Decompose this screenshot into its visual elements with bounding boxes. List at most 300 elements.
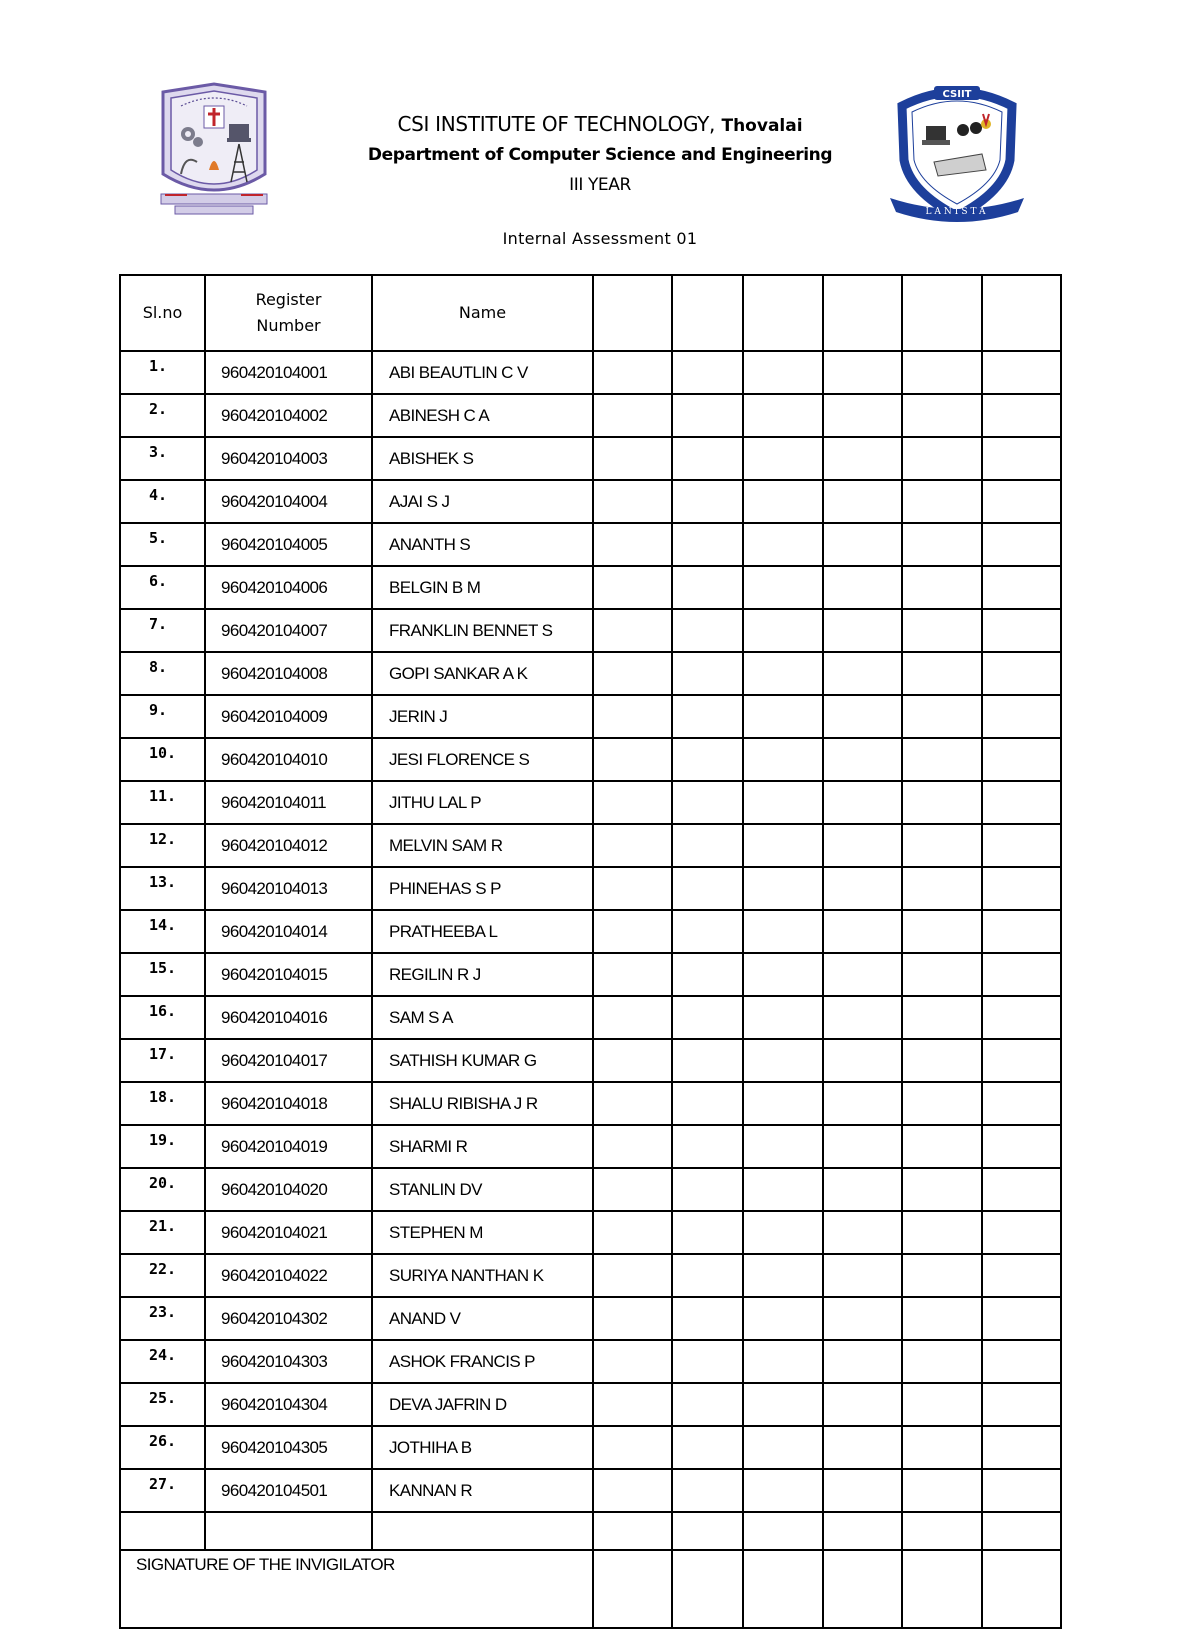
mark-cell xyxy=(593,566,672,609)
crest-banner-bottom: LANISTA xyxy=(925,207,989,217)
mark-cell xyxy=(982,1340,1061,1383)
mark-cell xyxy=(672,996,743,1039)
register-number-cell: 960420104303 xyxy=(205,1340,372,1383)
serial-number-cell: 13. xyxy=(120,867,205,910)
mark-cell xyxy=(982,566,1061,609)
register-number-cell: 960420104017 xyxy=(205,1039,372,1082)
mark-cell xyxy=(823,1297,902,1340)
mark-cell xyxy=(672,910,743,953)
serial-number-cell: 16. xyxy=(120,996,205,1039)
mark-cell xyxy=(902,1254,982,1297)
mark-cell xyxy=(743,523,823,566)
mark-cell xyxy=(902,824,982,867)
table-row xyxy=(120,1340,1061,1383)
mark-cell xyxy=(743,609,823,652)
header-blank xyxy=(982,275,1061,351)
student-name-cell: SHALU RIBISHA J R xyxy=(372,1082,593,1125)
register-number-cell: 960420104302 xyxy=(205,1297,372,1340)
mark-cell xyxy=(902,609,982,652)
mark-cell xyxy=(902,566,982,609)
register-number-cell: 960420104304 xyxy=(205,1383,372,1426)
mark-cell xyxy=(823,1426,902,1469)
mark-cell xyxy=(902,738,982,781)
register-number-cell: 960420104021 xyxy=(205,1211,372,1254)
serial-number-cell: 21. xyxy=(120,1211,205,1254)
empty-cell xyxy=(372,1512,593,1550)
register-number-cell: 960420104008 xyxy=(205,652,372,695)
mark-cell xyxy=(823,867,902,910)
mark-cell xyxy=(823,1082,902,1125)
register-number-cell: 960420104022 xyxy=(205,1254,372,1297)
mark-cell xyxy=(593,695,672,738)
mark-cell xyxy=(982,652,1061,695)
mark-cell xyxy=(982,523,1061,566)
table-row xyxy=(120,1469,1061,1512)
table-row xyxy=(120,1297,1061,1340)
mark-cell xyxy=(672,1426,743,1469)
table-row xyxy=(120,480,1061,523)
student-name-cell: BELGIN B M xyxy=(372,566,593,609)
mark-cell xyxy=(593,480,672,523)
mark-cell xyxy=(982,394,1061,437)
header-blank xyxy=(823,275,902,351)
mark-cell xyxy=(593,867,672,910)
mark-cell xyxy=(982,1469,1061,1512)
student-name-cell: GOPI SANKAR A K xyxy=(372,652,593,695)
mark-cell xyxy=(672,609,743,652)
mark-cell xyxy=(823,1039,902,1082)
institute-name: CSI INSTITUTE OF TECHNOLOGY, xyxy=(397,112,716,136)
mark-cell xyxy=(743,1211,823,1254)
student-name-cell: REGILIN R J xyxy=(372,953,593,996)
mark-cell xyxy=(982,867,1061,910)
mark-cell xyxy=(823,953,902,996)
table-row xyxy=(120,996,1061,1039)
student-name-cell: PHINEHAS S P xyxy=(372,867,593,910)
mark-cell xyxy=(593,523,672,566)
mark-cell xyxy=(982,351,1061,394)
student-name-cell: STEPHEN M xyxy=(372,1211,593,1254)
mark-cell xyxy=(593,1039,672,1082)
register-number-cell: 960420104020 xyxy=(205,1168,372,1211)
table-row xyxy=(120,738,1061,781)
signature-cell xyxy=(902,1550,982,1628)
register-number-cell: 960420104018 xyxy=(205,1082,372,1125)
serial-number-cell: 24. xyxy=(120,1340,205,1383)
mark-cell xyxy=(902,910,982,953)
empty-cell xyxy=(593,1512,672,1550)
mark-cell xyxy=(743,996,823,1039)
mark-cell xyxy=(823,1125,902,1168)
mark-cell xyxy=(743,1340,823,1383)
register-number-cell: 960420104007 xyxy=(205,609,372,652)
table-row xyxy=(120,1254,1061,1297)
mark-cell xyxy=(902,867,982,910)
mark-cell xyxy=(743,953,823,996)
mark-cell xyxy=(672,1340,743,1383)
student-name-cell: PRATHEEBA L xyxy=(372,910,593,953)
student-name-cell: AJAI S J xyxy=(372,480,593,523)
table-row xyxy=(120,824,1061,867)
mark-cell xyxy=(902,996,982,1039)
register-number-cell: 960420104014 xyxy=(205,910,372,953)
mark-cell xyxy=(743,781,823,824)
mark-cell xyxy=(823,609,902,652)
mark-cell xyxy=(593,910,672,953)
serial-number-cell: 15. xyxy=(120,953,205,996)
mark-cell xyxy=(743,1383,823,1426)
department-name: Department of Computer Science and Engineering xyxy=(367,145,833,165)
empty-cell xyxy=(982,1512,1061,1550)
register-number-cell: 960420104010 xyxy=(205,738,372,781)
mark-cell xyxy=(902,523,982,566)
attendance-table xyxy=(119,274,1062,1629)
mark-cell xyxy=(743,1082,823,1125)
table-row xyxy=(120,1082,1061,1125)
mark-cell xyxy=(982,1082,1061,1125)
mark-cell xyxy=(593,1254,672,1297)
serial-number-cell: 9. xyxy=(120,695,205,738)
serial-number-cell: 11. xyxy=(120,781,205,824)
header-slno: Sl.no xyxy=(120,275,205,351)
serial-number-cell: 26. xyxy=(120,1426,205,1469)
mark-cell xyxy=(902,1469,982,1512)
mark-cell xyxy=(672,695,743,738)
year-label: III YEAR xyxy=(569,175,631,195)
mark-cell xyxy=(902,437,982,480)
mark-cell xyxy=(823,996,902,1039)
mark-cell xyxy=(593,351,672,394)
mark-cell xyxy=(823,1211,902,1254)
mark-cell xyxy=(743,910,823,953)
mark-cell xyxy=(823,910,902,953)
mark-cell xyxy=(672,351,743,394)
register-number-cell: 960420104016 xyxy=(205,996,372,1039)
header-register-number: Register Number xyxy=(205,275,372,351)
student-name-cell: SURIYA NANTHAN K xyxy=(372,1254,593,1297)
register-number-cell: 960420104006 xyxy=(205,566,372,609)
mark-cell xyxy=(982,996,1061,1039)
mark-cell xyxy=(743,867,823,910)
mark-cell xyxy=(672,824,743,867)
mark-cell xyxy=(823,1340,902,1383)
mark-cell xyxy=(593,394,672,437)
mark-cell xyxy=(902,1125,982,1168)
student-name-cell: ASHOK FRANCIS P xyxy=(372,1340,593,1383)
header-blank xyxy=(672,275,743,351)
register-number-cell: 960420104005 xyxy=(205,523,372,566)
mark-cell xyxy=(672,953,743,996)
mark-cell xyxy=(743,394,823,437)
mark-cell xyxy=(593,1082,672,1125)
signature-cell xyxy=(743,1550,823,1628)
mark-cell xyxy=(672,1383,743,1426)
mark-cell xyxy=(672,480,743,523)
mark-cell xyxy=(593,1469,672,1512)
mark-cell xyxy=(743,480,823,523)
serial-number-cell: 8. xyxy=(120,652,205,695)
table-row xyxy=(120,695,1061,738)
institute-place: Thovalai xyxy=(721,116,803,136)
mark-cell xyxy=(672,1039,743,1082)
mark-cell xyxy=(902,480,982,523)
signature-row xyxy=(120,1550,1061,1628)
table-row xyxy=(120,1426,1061,1469)
student-name-cell: ABINESH C A xyxy=(372,394,593,437)
crest-banner-top: CSIIT xyxy=(942,89,972,100)
mark-cell xyxy=(982,953,1061,996)
signature-cell xyxy=(982,1550,1061,1628)
mark-cell xyxy=(743,1426,823,1469)
mark-cell xyxy=(902,953,982,996)
serial-number-cell: 18. xyxy=(120,1082,205,1125)
mark-cell xyxy=(743,351,823,394)
student-name-cell: MELVIN SAM R xyxy=(372,824,593,867)
mark-cell xyxy=(902,652,982,695)
mark-cell xyxy=(743,738,823,781)
header-blank xyxy=(593,275,672,351)
student-name-cell: SHARMI R xyxy=(372,1125,593,1168)
mark-cell xyxy=(672,867,743,910)
mark-cell xyxy=(823,394,902,437)
student-name-cell: JOTHIHA B xyxy=(372,1426,593,1469)
mark-cell xyxy=(902,1426,982,1469)
student-name-cell: ABISHEK S xyxy=(372,437,593,480)
mark-cell xyxy=(593,437,672,480)
mark-cell xyxy=(902,1383,982,1426)
empty-cell xyxy=(205,1512,372,1550)
mark-cell xyxy=(743,824,823,867)
table-row xyxy=(120,437,1061,480)
mark-cell xyxy=(593,996,672,1039)
register-number-cell: 960420104305 xyxy=(205,1426,372,1469)
student-name-cell: DEVA JAFRIN D xyxy=(372,1383,593,1426)
empty-cell xyxy=(672,1512,743,1550)
table-row xyxy=(120,609,1061,652)
table-row xyxy=(120,910,1061,953)
table-row xyxy=(120,1383,1061,1426)
mark-cell xyxy=(823,437,902,480)
mark-cell xyxy=(982,1039,1061,1082)
empty-cell xyxy=(120,1512,205,1550)
mark-cell xyxy=(672,566,743,609)
student-name-cell: JITHU LAL P xyxy=(372,781,593,824)
mark-cell xyxy=(593,1125,672,1168)
mark-cell xyxy=(823,781,902,824)
table-row xyxy=(120,1168,1061,1211)
mark-cell xyxy=(743,652,823,695)
signature-cell xyxy=(672,1550,743,1628)
mark-cell xyxy=(593,953,672,996)
serial-number-cell: 25. xyxy=(120,1383,205,1426)
signature-cell xyxy=(823,1550,902,1628)
mark-cell xyxy=(982,437,1061,480)
mark-cell xyxy=(593,1211,672,1254)
empty-row xyxy=(120,1512,1061,1550)
table-row xyxy=(120,351,1061,394)
mark-cell xyxy=(823,824,902,867)
table-header-row xyxy=(120,275,1061,351)
student-name-cell: JERIN J xyxy=(372,695,593,738)
serial-number-cell: 2. xyxy=(120,394,205,437)
mark-cell xyxy=(982,609,1061,652)
mark-cell xyxy=(672,1297,743,1340)
register-number-cell: 960420104002 xyxy=(205,394,372,437)
mark-cell xyxy=(593,1340,672,1383)
mark-cell xyxy=(823,523,902,566)
mark-cell xyxy=(672,394,743,437)
mark-cell xyxy=(593,609,672,652)
register-number-cell: 960420104501 xyxy=(205,1469,372,1512)
mark-cell xyxy=(823,738,902,781)
empty-cell xyxy=(902,1512,982,1550)
mark-cell xyxy=(982,781,1061,824)
mark-cell xyxy=(902,1168,982,1211)
serial-number-cell: 20. xyxy=(120,1168,205,1211)
mark-cell xyxy=(982,480,1061,523)
table-row xyxy=(120,1125,1061,1168)
mark-cell xyxy=(982,1297,1061,1340)
serial-number-cell: 10. xyxy=(120,738,205,781)
mark-cell xyxy=(982,738,1061,781)
institute-title xyxy=(0,112,1200,136)
mark-cell xyxy=(902,394,982,437)
serial-number-cell: 22. xyxy=(120,1254,205,1297)
table-row xyxy=(120,781,1061,824)
mark-cell xyxy=(823,1254,902,1297)
mark-cell xyxy=(982,910,1061,953)
table-row xyxy=(120,1039,1061,1082)
student-name-cell: FRANKLIN BENNET S xyxy=(372,609,593,652)
mark-cell xyxy=(823,1168,902,1211)
mark-cell xyxy=(982,824,1061,867)
table-row xyxy=(120,566,1061,609)
mark-cell xyxy=(902,695,982,738)
header-blank xyxy=(743,275,823,351)
mark-cell xyxy=(982,1168,1061,1211)
serial-number-cell: 19. xyxy=(120,1125,205,1168)
student-name-cell: ABI BEAUTLIN C V xyxy=(372,351,593,394)
mark-cell xyxy=(982,1383,1061,1426)
table-row xyxy=(120,523,1061,566)
register-number-cell: 960420104003 xyxy=(205,437,372,480)
serial-number-cell: 5. xyxy=(120,523,205,566)
mark-cell xyxy=(982,1125,1061,1168)
serial-number-cell: 7. xyxy=(120,609,205,652)
mark-cell xyxy=(902,351,982,394)
student-name-cell: JESI FLORENCE S xyxy=(372,738,593,781)
serial-number-cell: 3. xyxy=(120,437,205,480)
mark-cell xyxy=(982,1426,1061,1469)
serial-number-cell: 1. xyxy=(120,351,205,394)
exam-title: Internal Assessment 01 xyxy=(502,229,698,248)
mark-cell xyxy=(823,480,902,523)
student-name-cell: ANAND V xyxy=(372,1297,593,1340)
serial-number-cell: 12. xyxy=(120,824,205,867)
student-name-cell: ANANTH S xyxy=(372,523,593,566)
mark-cell xyxy=(743,1125,823,1168)
table-row xyxy=(120,1211,1061,1254)
mark-cell xyxy=(672,1469,743,1512)
mark-cell xyxy=(902,1340,982,1383)
mark-cell xyxy=(743,1168,823,1211)
invigilator-signature-label: SIGNATURE OF THE INVIGILATOR xyxy=(120,1550,593,1628)
mark-cell xyxy=(593,652,672,695)
student-name-cell: SAM S A xyxy=(372,996,593,1039)
mark-cell xyxy=(823,695,902,738)
student-name-cell: STANLIN DV xyxy=(372,1168,593,1211)
mark-cell xyxy=(672,1125,743,1168)
mark-cell xyxy=(672,1168,743,1211)
mark-cell xyxy=(672,1254,743,1297)
mark-cell xyxy=(672,1082,743,1125)
mark-cell xyxy=(823,652,902,695)
register-number-cell: 960420104001 xyxy=(205,351,372,394)
mark-cell xyxy=(902,1211,982,1254)
mark-cell xyxy=(593,738,672,781)
mark-cell xyxy=(902,1039,982,1082)
table-row xyxy=(120,867,1061,910)
mark-cell xyxy=(672,1211,743,1254)
mark-cell xyxy=(743,566,823,609)
mark-cell xyxy=(743,695,823,738)
student-name-cell: SATHISH KUMAR G xyxy=(372,1039,593,1082)
empty-cell xyxy=(823,1512,902,1550)
mark-cell xyxy=(593,781,672,824)
mark-cell xyxy=(982,1254,1061,1297)
mark-cell xyxy=(672,652,743,695)
mark-cell xyxy=(902,1297,982,1340)
mark-cell xyxy=(672,781,743,824)
register-number-cell: 960420104009 xyxy=(205,695,372,738)
table-row xyxy=(120,394,1061,437)
serial-number-cell: 4. xyxy=(120,480,205,523)
student-name-cell: KANNAN R xyxy=(372,1469,593,1512)
mark-cell xyxy=(823,1469,902,1512)
mark-cell xyxy=(672,738,743,781)
mark-cell xyxy=(593,1168,672,1211)
mark-cell xyxy=(743,1297,823,1340)
register-number-cell: 960420104019 xyxy=(205,1125,372,1168)
mark-cell xyxy=(743,1039,823,1082)
empty-cell xyxy=(743,1512,823,1550)
register-number-cell: 960420104004 xyxy=(205,480,372,523)
register-number-cell: 960420104012 xyxy=(205,824,372,867)
header-blank xyxy=(902,275,982,351)
mark-cell xyxy=(902,781,982,824)
serial-number-cell: 23. xyxy=(120,1297,205,1340)
mark-cell xyxy=(593,1297,672,1340)
mark-cell xyxy=(982,695,1061,738)
serial-number-cell: 14. xyxy=(120,910,205,953)
mark-cell xyxy=(593,824,672,867)
mark-cell xyxy=(593,1426,672,1469)
signature-cell xyxy=(593,1550,672,1628)
register-number-cell: 960420104011 xyxy=(205,781,372,824)
register-number-cell: 960420104015 xyxy=(205,953,372,996)
mark-cell xyxy=(672,523,743,566)
mark-cell xyxy=(823,351,902,394)
mark-cell xyxy=(823,566,902,609)
register-number-cell: 960420104013 xyxy=(205,867,372,910)
serial-number-cell: 6. xyxy=(120,566,205,609)
mark-cell xyxy=(743,1469,823,1512)
mark-cell xyxy=(593,1383,672,1426)
mark-cell xyxy=(743,437,823,480)
serial-number-cell: 27. xyxy=(120,1469,205,1512)
mark-cell xyxy=(902,1082,982,1125)
table-row xyxy=(120,953,1061,996)
